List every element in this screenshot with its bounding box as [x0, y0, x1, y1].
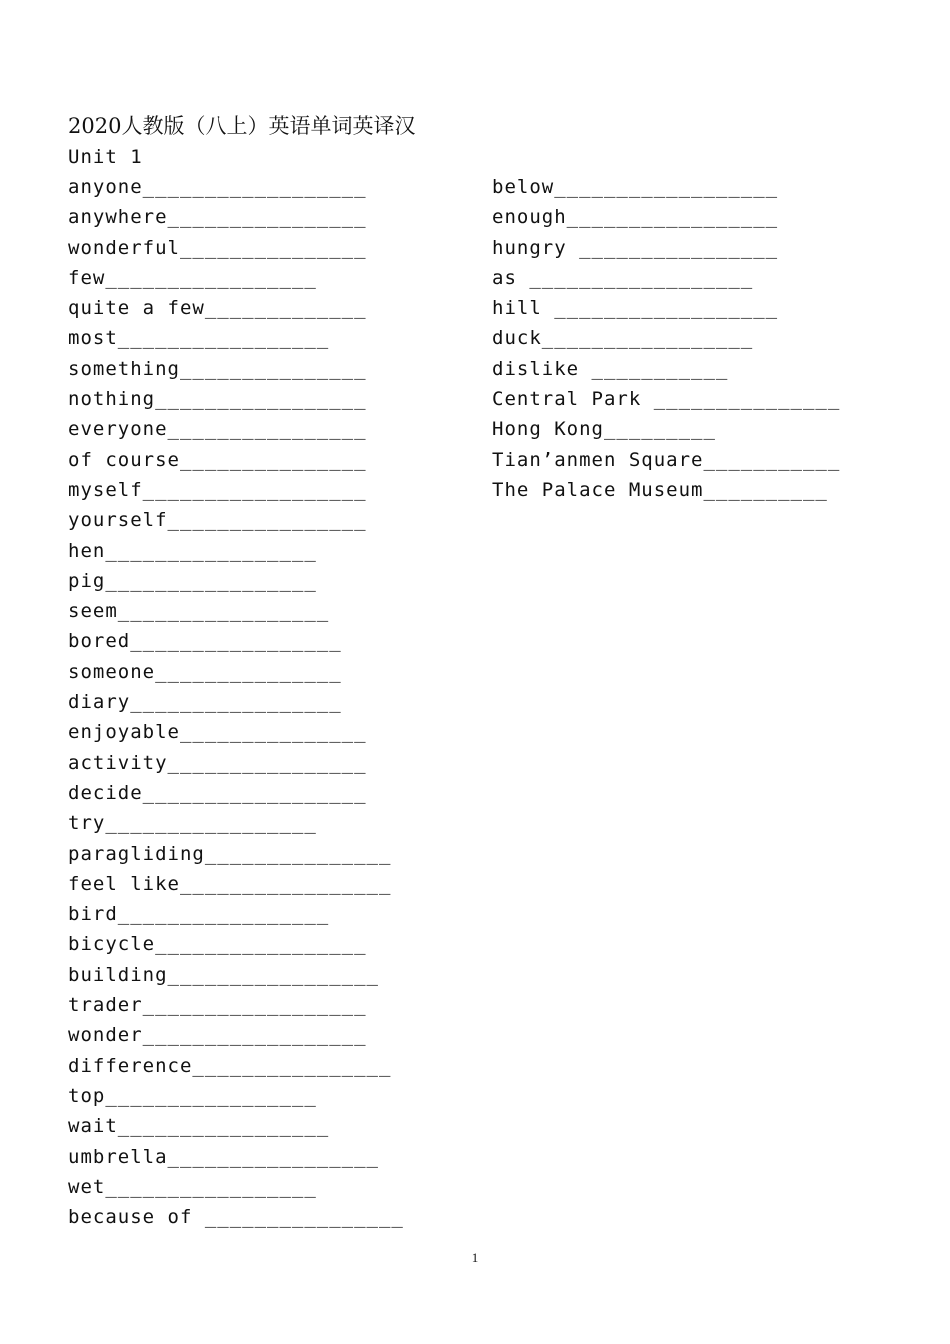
word-list-left	[68, 172, 428, 1232]
word-row: Tian’anmen Square___________	[492, 448, 841, 471]
word-row: something_______________	[68, 357, 367, 380]
word-row: decide__________________	[68, 781, 367, 804]
word-row: wait_________________	[68, 1115, 330, 1138]
word-row: nothing_________________	[68, 388, 367, 411]
word-row: wet_________________	[68, 1175, 317, 1198]
word-row: enjoyable_______________	[68, 721, 367, 744]
word-row: try_________________	[68, 812, 317, 835]
page-number: 1	[471, 1250, 479, 1265]
word-row: dislike ___________	[492, 357, 729, 380]
word-row: yourself________________	[68, 509, 367, 532]
word-row: Central Park _______________	[492, 388, 841, 411]
word-row: trader__________________	[68, 994, 367, 1017]
word-row: umbrella_________________	[68, 1145, 379, 1168]
word-row: below__________________	[492, 176, 779, 198]
word-list-right	[492, 172, 892, 505]
word-row: seem_________________	[68, 600, 330, 623]
word-row: hen_________________	[68, 539, 317, 562]
word-row: activity________________	[68, 751, 367, 774]
page-title: 2020人教版（八上）英语单词英译汉	[68, 114, 416, 138]
word-row: someone_______________	[68, 660, 342, 683]
unit-heading: Unit 1	[68, 146, 143, 168]
word-row: bird_________________	[68, 903, 330, 926]
word-row: top_________________	[68, 1084, 317, 1107]
word-row: hill __________________	[492, 297, 779, 320]
word-row: bicycle_________________	[68, 933, 367, 956]
word-row: wonder__________________	[68, 1024, 367, 1047]
word-row: feel like_________________	[68, 872, 392, 895]
word-row: difference________________	[68, 1054, 392, 1077]
word-row: enough_________________	[492, 206, 779, 229]
word-row: most_________________	[68, 327, 330, 350]
word-row: hungry ________________	[492, 236, 779, 259]
word-row: few_________________	[68, 266, 317, 289]
word-row: bored_________________	[68, 630, 342, 653]
word-row: The Palace Museum__________	[492, 478, 828, 501]
word-row: anywhere________________	[68, 206, 367, 229]
word-row: building_________________	[68, 963, 379, 986]
word-row: of course_______________	[68, 448, 367, 471]
word-row: Hong Kong_________	[492, 418, 716, 441]
word-row: anyone__________________	[68, 176, 367, 198]
word-row: because of ________________	[68, 1206, 404, 1229]
word-row: as __________________	[492, 266, 754, 289]
word-row: duck_________________	[492, 327, 754, 350]
word-row: quite a few_____________	[68, 297, 367, 320]
word-row: diary_________________	[68, 691, 342, 714]
word-row: myself__________________	[68, 478, 367, 501]
word-row: paragliding_______________	[68, 842, 392, 865]
word-row: pig_________________	[68, 569, 317, 592]
word-row: wonderful_______________	[68, 236, 367, 259]
word-row: everyone________________	[68, 418, 367, 441]
